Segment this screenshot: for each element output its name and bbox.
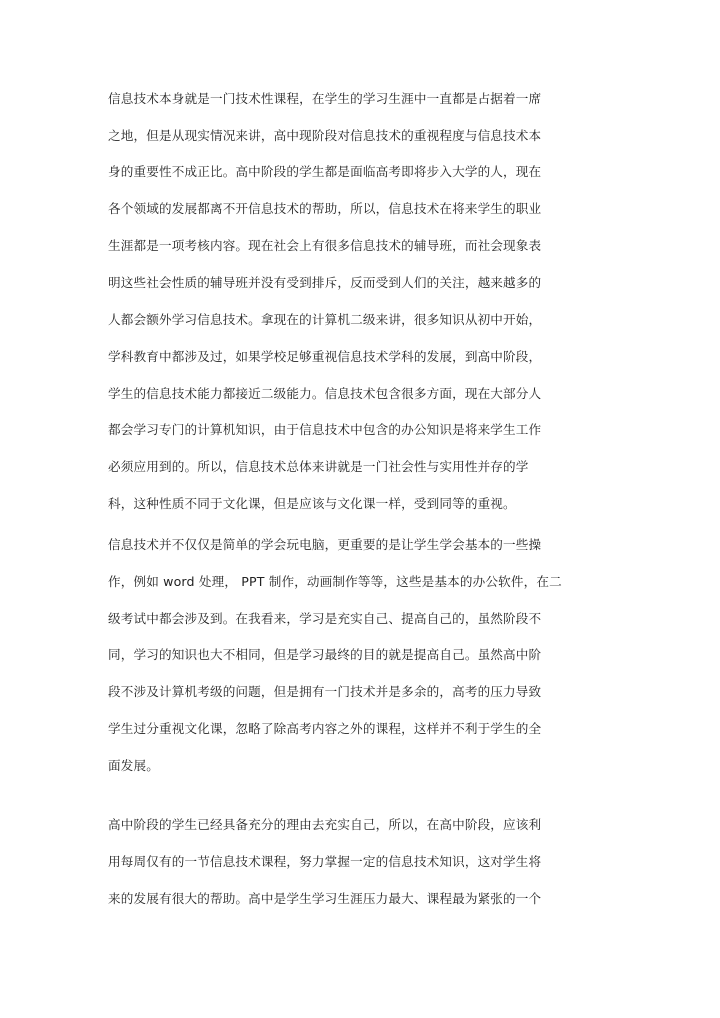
paragraph-3-line-2: 用每周仅有的一节信息技术课程，努力掌握一定的信息技术知识，这对学生将 [108,854,542,869]
paragraph-1-line-5: 生涯都是一项考核内容。现在社会上有很多信息技术的辅导班，而社会现象表 [108,238,542,253]
paragraph-1-line-10: 都会学习专门的计算机知识，由于信息技术中包含的办公知识是将来学生工作 [108,422,542,437]
paragraph-1-line-2: 之地，但是从现实情况来讲，高中现阶段对信息技术的重视程度与信息技术本 [108,128,542,143]
paragraph-1-line-1: 信息技术本身就是一门技术性课程，在学生的学习生涯中一直都是占据着一席 [108,91,542,106]
paragraph-3-line-3: 来的发展有很大的帮助。高中是学生学习生涯压力最大、课程最为紧张的一个 [108,891,542,906]
paragraph-1-line-11: 必须应用到的。所以，信息技术总体来讲就是一门社会性与实用性并存的学 [108,459,529,474]
paragraph-2-line-6: 学生过分重视文化课，忽略了除高考内容之外的课程，这样并不利于学生的全 [108,721,542,736]
paragraph-1-line-12: 科，这种性质不同于文化课，但是应该与文化课一样，受到同等的重视。 [108,496,516,511]
paragraph-2-line-5: 段不涉及计算机考级的问题，但是拥有一门技术并是多余的，高考的压力导致 [108,684,542,699]
paragraph-2-line-7: 面发展。 [108,758,159,773]
paragraph-2-line-4: 同，学习的知识也大不相同，但是学习最终的目的就是提高自己。虽然高中阶 [108,647,542,662]
paragraph-1-line-6: 明这些社会性质的辅导班并没有受到排斥，反而受到人们的关注，越来越多的 [108,275,542,290]
paragraph-1-line-3: 身的重要性不成正比。高中阶段的学生都是面临高考即将步入大学的人，现在 [108,164,542,179]
paragraph-2-line-2: 作，例如 word 处理， PPT 制作，动画制作等等，这些是基本的办公软件，在二 [108,574,562,589]
paragraph-1-line-4: 各个领域的发展都离不开信息技术的帮助，所以，信息技术在将来学生的职业 [108,201,542,216]
paragraph-1-line-7: 人都会额外学习信息技术。拿现在的计算机二级来讲，很多知识从初中开始， [108,312,542,327]
paragraph-1-line-9: 学生的信息技术能力都接近二级能力。信息技术包含很多方面，现在大部分人 [108,386,542,401]
paragraph-2-line-1: 信息技术并不仅仅是简单的学会玩电脑，更重要的是让学生学会基本的一些操 [108,537,542,552]
paragraph-1-line-8: 学科教育中都涉及过，如果学校足够重视信息技术学科的发展，到高中阶段， [108,349,542,364]
paragraph-3-line-1: 高中阶段的学生已经具备充分的理由去充实自己，所以，在高中阶段，应该利 [108,817,542,832]
paragraph-2-line-3: 级考试中都会涉及到。在我看来，学习是充实自己、提高自己的，虽然阶段不 [108,611,542,626]
